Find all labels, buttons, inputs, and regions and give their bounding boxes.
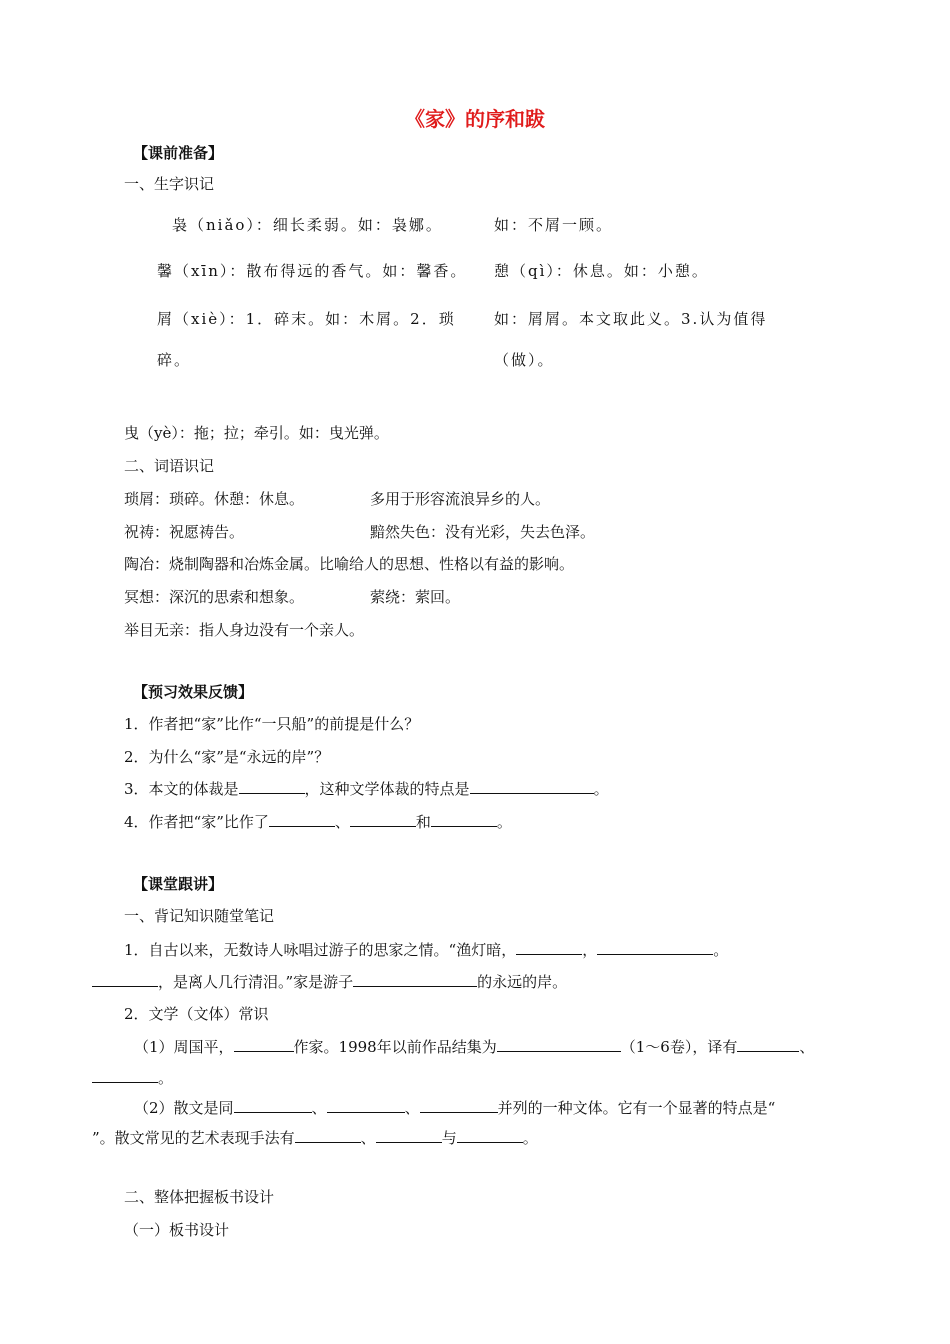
char-entry: 如：不屑一顾。: [494, 216, 614, 234]
note-paragraph: 。: [92, 1068, 173, 1088]
answer-blank[interactable]: [737, 1037, 799, 1052]
word-entry: 陶冶：烧制陶器和冶炼金属。比喻给人的思想、性格以有益的影响。: [124, 555, 575, 573]
answer-blank[interactable]: [457, 1128, 523, 1143]
char-entry: 曳（yè）：拖；拉；牵引。如：曳光弹。: [124, 424, 389, 442]
note-paragraph: （2）散文是同 、 、 并列的一种文体。它有一个显著的特点是“: [134, 1099, 776, 1117]
char-entry: 袅（niǎo）：细长柔弱。如：袅娜。: [172, 216, 443, 234]
word-entry: 琐屑：琐碎。休憩：休息。: [124, 490, 305, 508]
word-entry: 祝祷：祝愿祷告。: [124, 523, 245, 541]
notes-section-heading: 一、背记知识随堂笔记: [124, 907, 275, 925]
board-subheading: （一）板书设计: [124, 1221, 230, 1239]
answer-blank[interactable]: [470, 779, 594, 794]
answer-blank[interactable]: [597, 940, 713, 955]
question: 1．作者把“家”比作“一只船”的前提是什么？: [124, 715, 420, 733]
word-entry: 黯然失色：没有光彩，失去色泽。: [370, 523, 596, 541]
char-entry: （做）。: [494, 351, 555, 369]
char-section-heading: 一、生字识记: [124, 175, 215, 193]
note-paragraph: 2．文学（文体）常识: [124, 1005, 269, 1023]
answer-blank[interactable]: [92, 972, 158, 987]
word-entry: 萦绕：萦回。: [370, 588, 461, 606]
prep-heading: 【课前准备】: [133, 144, 224, 162]
answer-blank[interactable]: [92, 1068, 158, 1083]
char-entry: 碎。: [157, 351, 192, 369]
word-entry: 举目无亲：指人身边没有一个亲人。: [124, 621, 365, 639]
answer-blank[interactable]: [376, 1128, 442, 1143]
word-entry: 多用于形容流浪异乡的人。: [370, 490, 551, 508]
answer-blank[interactable]: [327, 1098, 405, 1113]
char-entry: 如：屑屑。本文取此义。3.认为值得: [494, 310, 768, 328]
page-title: 《家》的序和跋: [405, 107, 545, 131]
answer-blank[interactable]: [353, 972, 477, 987]
answer-blank[interactable]: [239, 779, 305, 794]
answer-blank[interactable]: [350, 812, 416, 827]
answer-blank[interactable]: [269, 812, 335, 827]
answer-blank[interactable]: [420, 1098, 498, 1113]
question: 4．作者把“家”比作了 、 和 。: [124, 813, 512, 831]
answer-blank[interactable]: [295, 1128, 361, 1143]
answer-blank[interactable]: [497, 1037, 621, 1052]
answer-blank[interactable]: [234, 1098, 312, 1113]
note-paragraph: ”。散文常见的艺术表现手法有 、 与 。: [92, 1129, 538, 1147]
answer-blank[interactable]: [516, 940, 582, 955]
char-entry: 屑（xiè）：1．碎末。如：木屑。2．琐: [157, 310, 456, 328]
note-paragraph: （1）周国平， 作家。1998年以前作品结集为 （1～6卷），译有 、: [134, 1038, 815, 1056]
question: 2．为什么“家”是“永远的岸”？: [124, 748, 330, 766]
char-entry: 馨（xīn）：散布得远的香气。如：馨香。: [157, 262, 468, 280]
word-entry: 冥想：深沉的思索和想象。: [124, 588, 305, 606]
char-entry: 憩（qì）：休息。如：小憩。: [494, 262, 709, 280]
question: 3．本文的体裁是 ，这种文学体裁的特点是 。: [124, 780, 609, 798]
word-section-heading: 二、词语识记: [124, 457, 215, 475]
board-section-heading: 二、整体把握板书设计: [124, 1188, 275, 1206]
answer-blank[interactable]: [234, 1037, 294, 1052]
note-paragraph: 1．自古以来，无数诗人咏唱过游子的思家之情。“渔灯暗， ， 。: [124, 941, 729, 959]
note-paragraph: ，是离人几行清泪。”家是游子 的永远的岸。: [92, 972, 567, 992]
feedback-heading: 【预习效果反馈】: [133, 683, 254, 701]
answer-blank[interactable]: [431, 812, 497, 827]
class-heading: 【课堂跟讲】: [133, 875, 224, 893]
